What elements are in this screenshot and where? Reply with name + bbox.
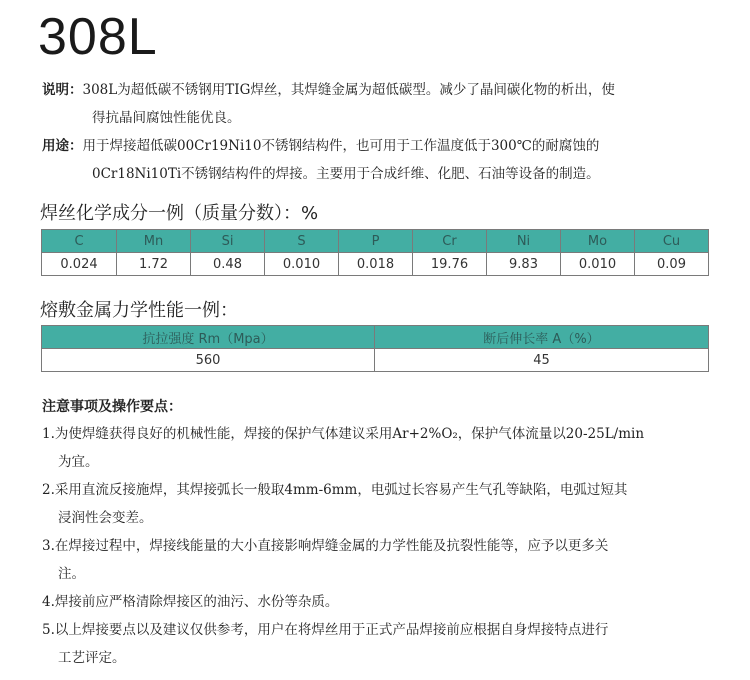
description-paragraph xyxy=(42,76,732,132)
mechanical-value-cell-1: 45 xyxy=(375,349,709,372)
composition-header-cell-4: P xyxy=(339,230,413,253)
note-item xyxy=(42,616,732,672)
composition-value-cell-8: 0.09 xyxy=(635,253,709,276)
composition-header-cell-1: Mn xyxy=(117,230,191,253)
composition-header-cell-5: Cr xyxy=(413,230,487,253)
composition-heading: 焊丝化学成分一例（质量分数）：% xyxy=(40,203,319,224)
mechanical-header-cell-0: 抗拉强度 Rm（Mpa） xyxy=(42,326,375,349)
notes-list xyxy=(42,420,732,672)
mechanical-value-row xyxy=(42,349,709,372)
notes-heading: 注意事项及操作要点： xyxy=(42,399,182,415)
note-text-continuation: 工艺评定。 xyxy=(58,650,126,666)
mechanical-header-row xyxy=(42,326,709,349)
note-item xyxy=(42,420,732,476)
note-text: 为使焊缝获得良好的机械性能，焊接的保护气体建议采用Ar+2%O₂，保护气体流量以20-25L/min xyxy=(54,426,645,442)
note-number: 1. xyxy=(42,426,55,442)
composition-header-row xyxy=(42,230,709,253)
usage-label: 用途： xyxy=(42,138,83,154)
note-number: 4. xyxy=(42,594,55,610)
note-text: 采用直流反接施焊，其焊接弧长一般取4mm-6mm，电弧过长容易产生气孔等缺陷，电弧过短其 xyxy=(54,482,628,498)
composition-value-cell-0: 0.024 xyxy=(42,253,117,276)
note-text: 以上焊接要点以及建议仅供参考，用户在将焊丝用于正式产品焊接前应根据自身焊接特点进行 xyxy=(54,622,609,638)
note-number: 5. xyxy=(42,622,55,638)
composition-header-cell-3: S xyxy=(265,230,339,253)
usage-paragraph xyxy=(42,132,732,188)
composition-table xyxy=(41,229,709,276)
description-label: 说明： xyxy=(42,82,83,98)
mechanical-table xyxy=(41,325,709,372)
composition-header-cell-6: Ni xyxy=(487,230,561,253)
composition-header-cell-0: C xyxy=(42,230,117,253)
mechanical-heading: 熔敷金属力学性能一例： xyxy=(40,300,238,321)
composition-value-cell-7: 0.010 xyxy=(561,253,635,276)
note-text-continuation: 为宜。 xyxy=(58,454,99,470)
note-number: 2. xyxy=(42,482,55,498)
composition-header-cell-7: Mo xyxy=(561,230,635,253)
description-line-2: 得抗晶间腐蚀性能优良。 xyxy=(92,110,241,126)
composition-header-cell-8: Cu xyxy=(635,230,709,253)
composition-value-cell-3: 0.010 xyxy=(265,253,339,276)
composition-header-cell-2: Si xyxy=(191,230,265,253)
composition-value-row xyxy=(42,253,709,276)
composition-value-cell-5: 19.76 xyxy=(413,253,487,276)
note-text-continuation: 注。 xyxy=(58,566,85,582)
mechanical-header-cell-1: 断后伸长率 A（%） xyxy=(375,326,709,349)
note-number: 3. xyxy=(42,538,55,554)
composition-value-cell-1: 1.72 xyxy=(117,253,191,276)
usage-line-2: 0Cr18Ni10Ti不锈钢结构件的焊接。主要用于合成纤维、化肥、石油等设备的制造。 xyxy=(92,166,600,182)
composition-value-cell-4: 0.018 xyxy=(339,253,413,276)
composition-value-cell-2: 0.48 xyxy=(191,253,265,276)
product-title: 308L xyxy=(38,8,158,66)
note-text: 在焊接过程中，焊接线能量的大小直接影响焊缝金属的力学性能及抗裂性能等，应予以更多关 xyxy=(54,538,609,554)
note-item xyxy=(42,588,732,616)
usage-line-1: 用于焊接超低碳00Cr19Ni10不锈钢结构件，也可用于工作温度低于300℃的耐腐蚀的 xyxy=(82,138,600,154)
note-text-continuation: 浸润性会变差。 xyxy=(58,510,153,526)
mechanical-value-cell-0: 560 xyxy=(42,349,375,372)
note-item xyxy=(42,532,732,588)
composition-value-cell-6: 9.83 xyxy=(487,253,561,276)
note-item xyxy=(42,476,732,532)
note-text: 焊接前应严格清除焊接区的油污、水份等杂质。 xyxy=(54,594,339,610)
description-line-1: 308L为超低碳不锈钢用TIG焊丝，其焊缝金属为超低碳型。减少了晶间碳化物的析出，使 xyxy=(82,82,615,98)
